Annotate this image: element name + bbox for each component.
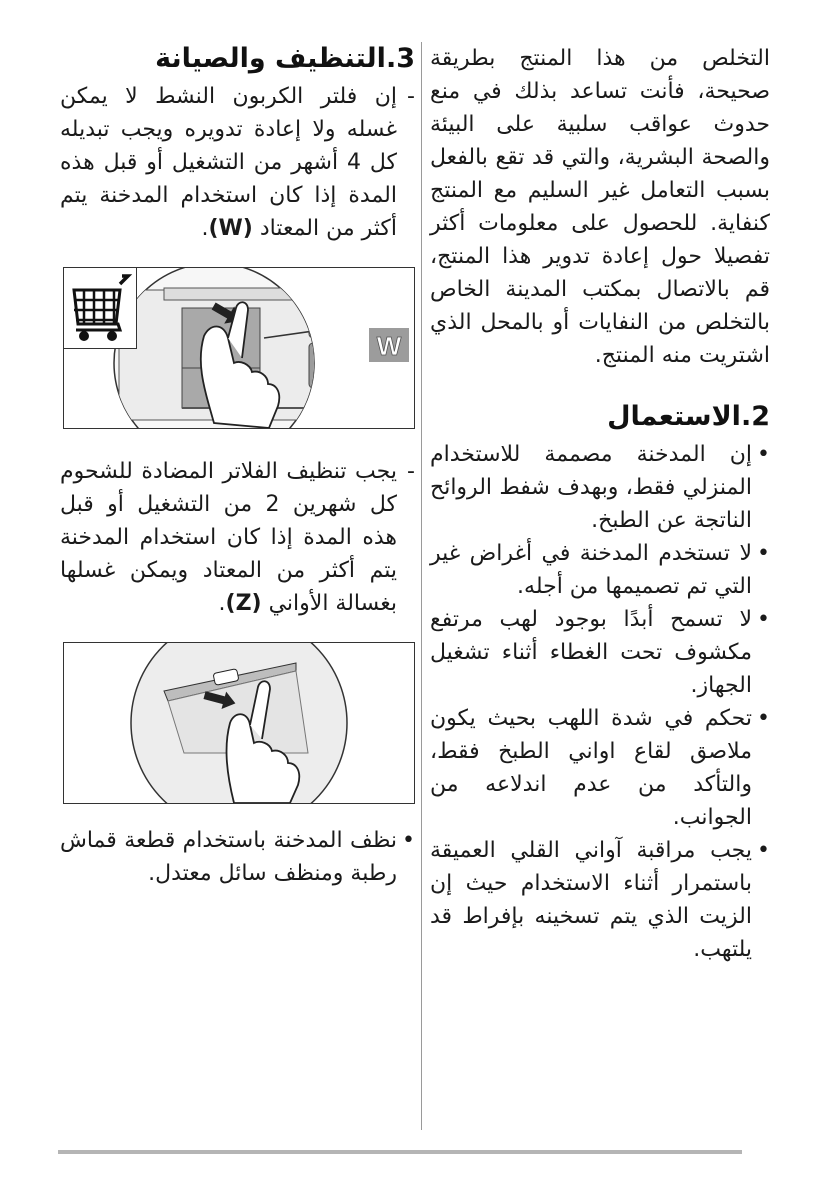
usage-item: • تحكم في شدة اللهب بحيث يكون ملاصق لقاع اواني الطبخ فقط، والتأكد من عدم اندلاعه من الجوانب. (430, 702, 770, 834)
clean-list (60, 824, 415, 890)
dash-marker: - (407, 459, 415, 484)
section-2-number: 2. (740, 401, 770, 432)
carbon-filter-figure (63, 267, 415, 429)
section-3-title: التنظيف والصيانة (155, 43, 386, 74)
section-3-number: 3. (385, 43, 415, 74)
dash-marker: - (407, 84, 415, 109)
disposal-paragraph: التخلص من هذا المنتج بطريقة صحيحة، فأنت تساعد بذلك في منع حدوث عواقب سلبية على البيئة والصحة البشرية، والتي قد تقع بالفعل بسبب التعامل غير السليم مع المنتج كنفاية. للحصول على معلومات أكثر تفصيلا حول إعادة تدوير هذا المنتج، قم بالاتصال بمكتب المدينة الخاص بالتخلص من النفايات أو بالمحل الذي اشتريت منه المنتج. (430, 46, 770, 368)
bullet-marker: • (757, 607, 770, 632)
usage-item: • إن المدخنة مصممة للاستخدام المنزلي فقط، وبهدف شفط الروائح الناتجة عن الطبخ. (430, 438, 770, 537)
clean-hood-item: • نظف المدخنة باستخدام قطعة قماش رطبة ومنظف سائل معتدل. (60, 824, 415, 890)
footer-rule (58, 1150, 742, 1154)
left-column (60, 42, 415, 890)
bullet-marker: • (402, 828, 415, 853)
figure-ref-w: (W) (208, 216, 253, 241)
grease-filter-figure (63, 642, 415, 804)
grease-filter-item: - يجب تنظيف الفلاتر المضادة للشحوم كل شهرين 2 من التشغيل أو قبل هذه المدة إذا كان استخدام المدخنة يتم أكثر من المعتاد ويمكن غسلها بغسالة الأواني (Z). (60, 455, 415, 620)
usage-item: • يجب مراقبة آواني القلي العميقة باستمرار أثناء الاستخدام حيث إن الزيت الذي يتم تسخينه بإفراط قد يلتهب. (430, 834, 770, 966)
usage-item: • لا تستخدم المدخنة في أغراض غير التي تم تصميمها من أجله. (430, 537, 770, 603)
shopping-cart-icon (64, 268, 136, 348)
carbon-filter-item: - إن فلتر الكربون النشط لا يمكن غسله ولا إعادة تدويره ويجب تبديله كل 4 أشهر من التشغيل أو قبل هذه المدة إذا كان استخدام المدخنة يتم أكثر من المعتاد (W). (60, 80, 415, 245)
usage-item: • لا تسمح أبدًا بوجود لهب مرتفع مكشوف تحت الغطاء أثناء تشغيل الجهاز. (430, 603, 770, 702)
grease-filter-illustration (64, 643, 414, 803)
section-2-heading (430, 400, 770, 434)
bullet-marker: • (757, 706, 770, 731)
figure-ref-z: (Z) (225, 591, 262, 616)
section-2-title: الاستعمال (607, 401, 741, 432)
figure-label-w: W (376, 331, 402, 361)
right-column (430, 42, 770, 966)
replacement-part-badge (64, 268, 137, 349)
bullet-marker: • (757, 442, 770, 467)
usage-list (430, 438, 770, 966)
bullet-marker: • (757, 838, 770, 863)
bullet-marker: • (757, 541, 770, 566)
section-3-heading (60, 42, 415, 76)
column-divider (421, 42, 422, 1130)
